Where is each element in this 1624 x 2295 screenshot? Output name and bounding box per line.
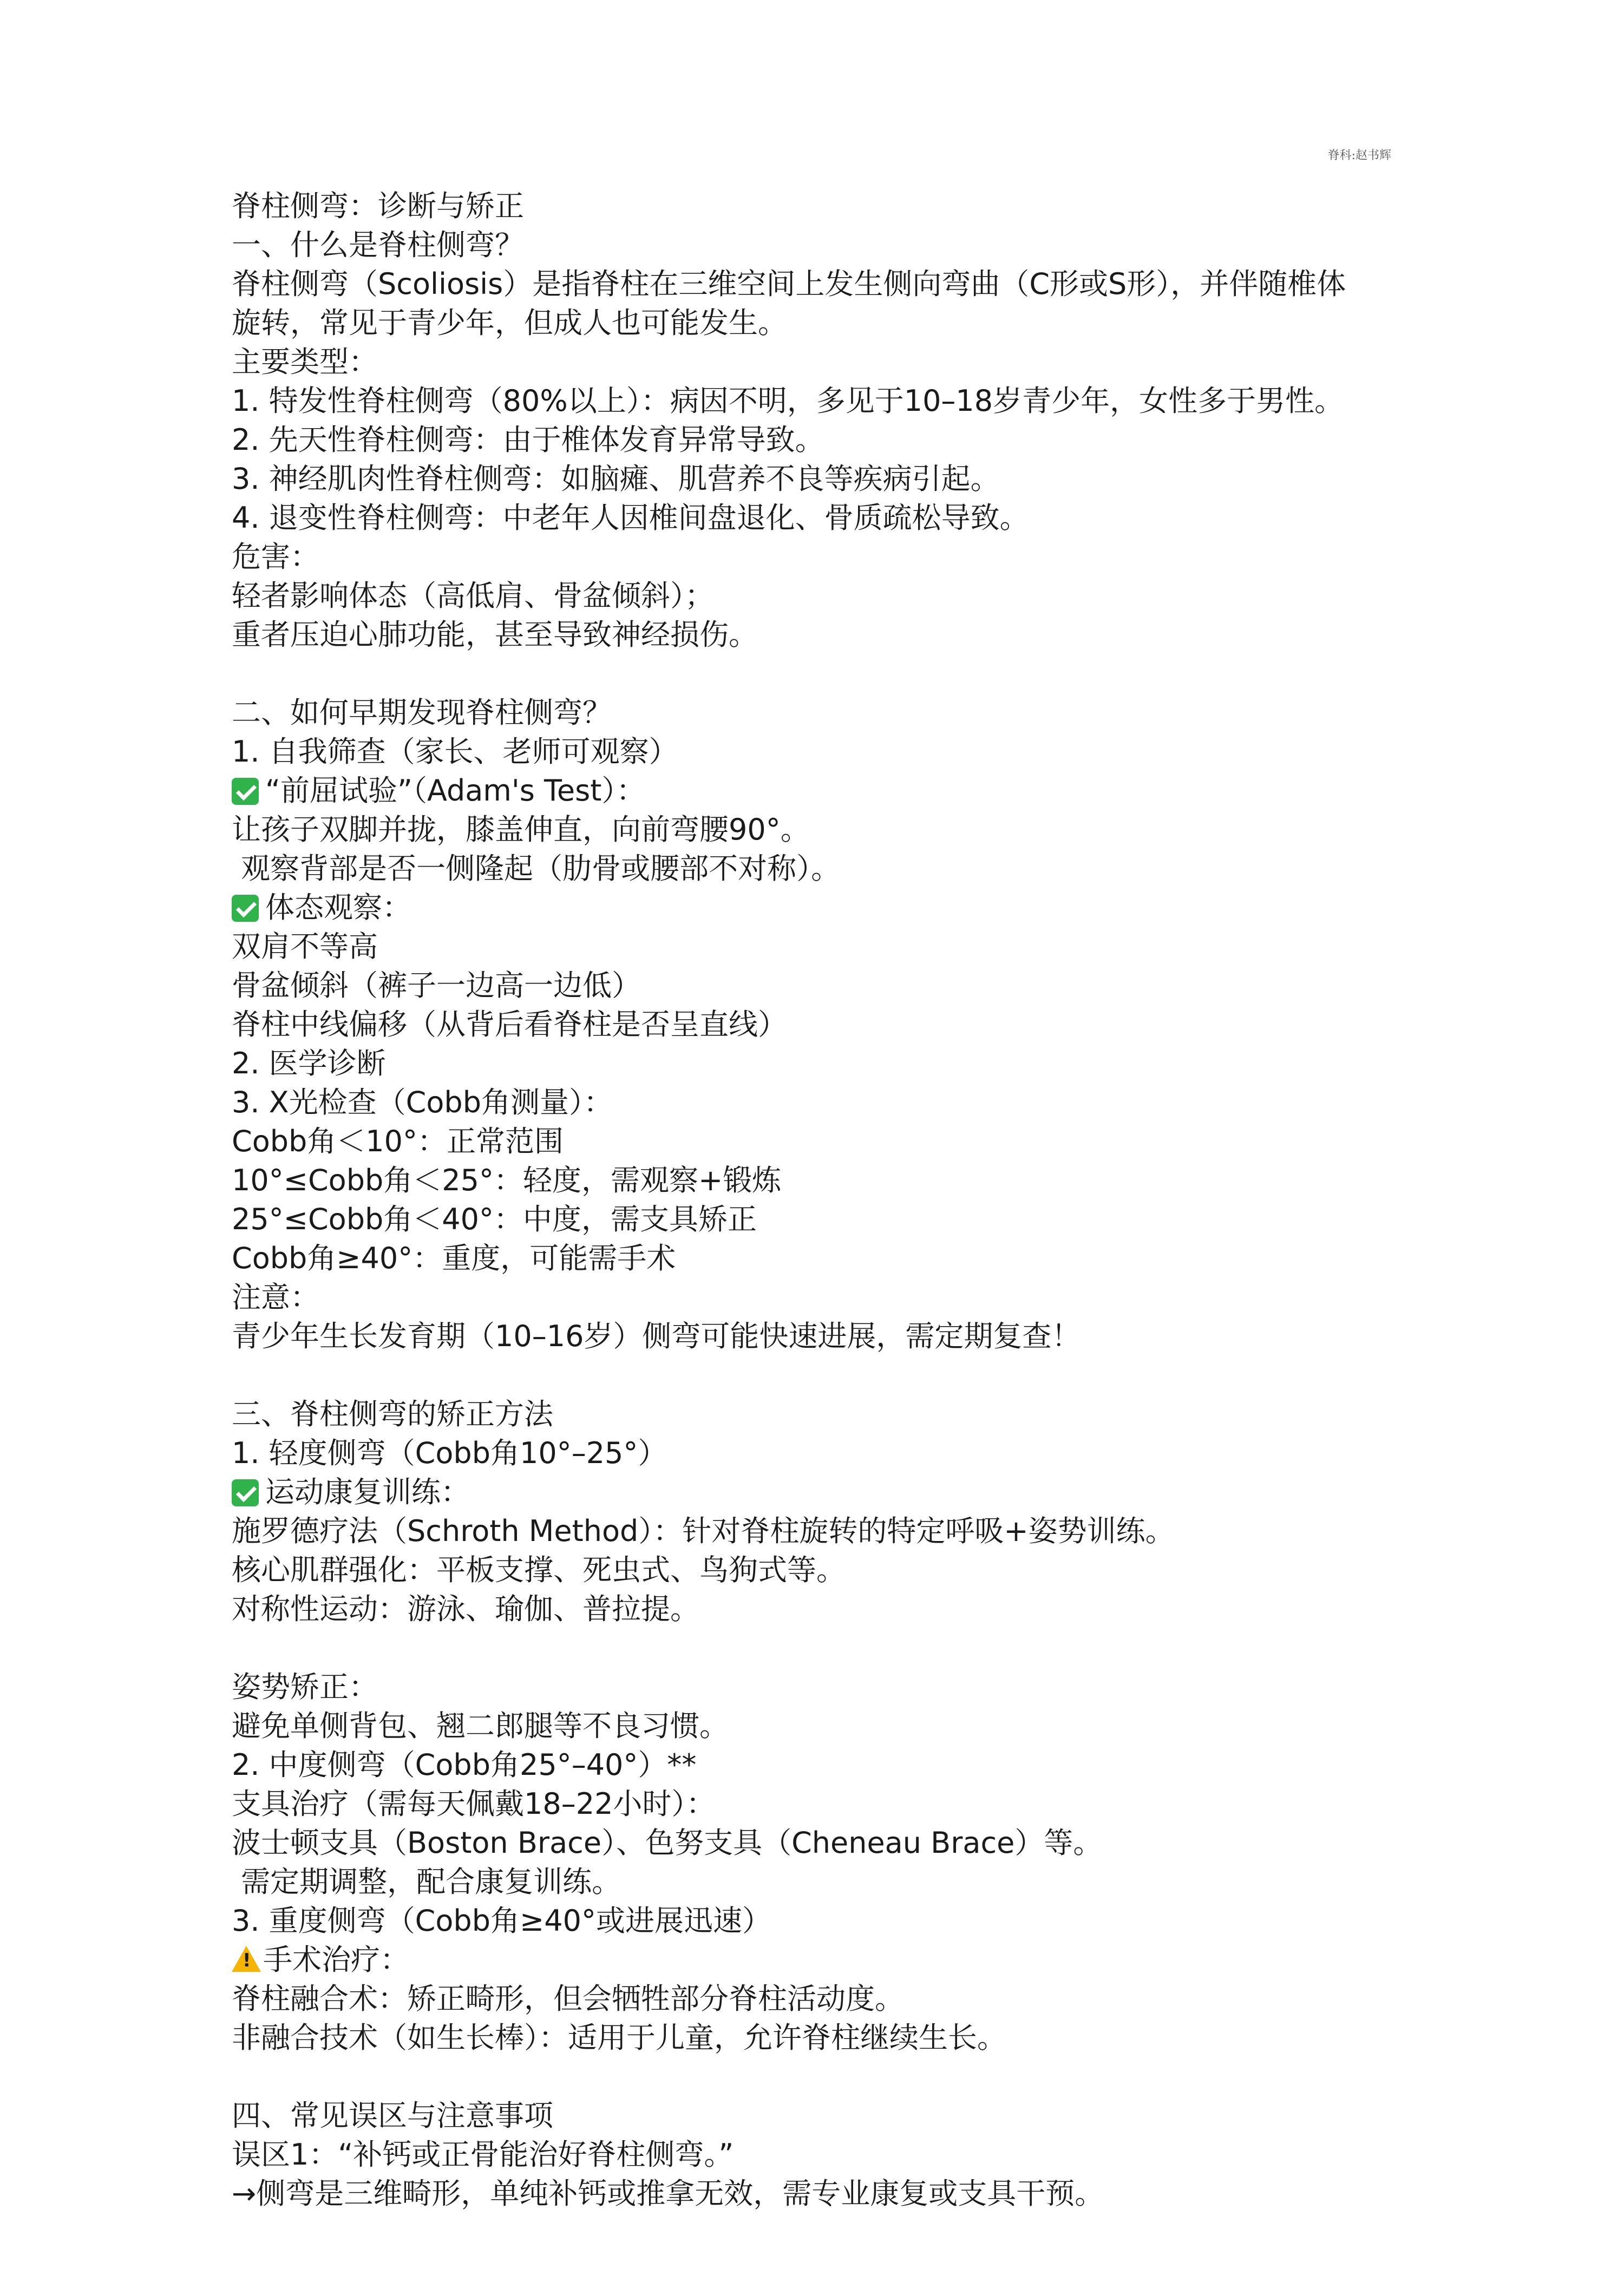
document-title: 脊柱侧弯：诊断与矫正 bbox=[232, 189, 524, 223]
paragraph-line: 10°≤Cobb角＜25°：轻度，需观察+锻炼 bbox=[232, 1163, 782, 1197]
paragraph-line: 核心肌群强化：平板支撑、死虫式、鸟狗式等。 bbox=[232, 1553, 846, 1587]
list-item: 2. 先天性脊柱侧弯：由于椎体发育异常导致。 bbox=[232, 423, 824, 457]
paragraph-line: 脊柱侧弯（Scoliosis）是指脊柱在三维空间上发生侧向弯曲（C形或S形），并伴随椎体 bbox=[232, 267, 1346, 301]
paragraph-line: 轻者影响体态（高低肩、骨盆倾斜）； bbox=[232, 579, 714, 613]
list-item: 1. 轻度侧弯（Cobb角10°–25°） bbox=[232, 1436, 667, 1470]
paragraph-line: →侧弯是三维畸形，单纯补钙或推拿无效，需专业康复或支具干预。 bbox=[232, 2176, 1104, 2211]
paragraph-line: 需定期调整，配合康复训练。 bbox=[232, 1865, 621, 1899]
spacer bbox=[232, 654, 1412, 693]
paragraph-line: 骨盆倾斜（裤子一边高一边低） bbox=[232, 968, 641, 1002]
harm-label: 危害： bbox=[232, 540, 319, 574]
check-mark-icon bbox=[232, 778, 259, 805]
paragraph-line: 脊柱融合术：矫正畸形，但会牺牲部分脊柱活动度。 bbox=[232, 1982, 904, 2016]
posture-correction-label: 姿势矫正： bbox=[232, 1670, 378, 1704]
note-label: 注意： bbox=[232, 1280, 319, 1314]
list-item: 1. 自我筛查（家长、老师可观察） bbox=[232, 735, 678, 769]
paragraph-line: Cobb角≥40°：重度，可能需手术 bbox=[232, 1241, 676, 1275]
posture-label: 体态观察： bbox=[265, 890, 411, 924]
paragraph-line: 对称性运动：游泳、瑜伽、普拉提。 bbox=[232, 1592, 699, 1626]
document-body bbox=[232, 187, 1412, 2213]
sport-rehab-label: 运动康复训练： bbox=[265, 1475, 470, 1509]
section-3-heading: 三、脊柱侧弯的矫正方法 bbox=[232, 1397, 553, 1431]
check-line bbox=[232, 888, 1412, 927]
spacer bbox=[232, 1356, 1412, 1395]
types-label: 主要类型： bbox=[232, 345, 378, 379]
surgery-label: 手术治疗： bbox=[263, 1943, 409, 1977]
check-mark-icon bbox=[232, 1479, 259, 1506]
paragraph-line: 青少年生长发育期（10–16岁）侧弯可能快速进展，需定期复查！ bbox=[232, 1319, 1081, 1353]
paragraph-line: 重者压迫心肺功能，甚至导致神经损伤。 bbox=[232, 618, 758, 652]
paragraph-line: 观察背部是否一侧隆起（肋骨或腰部不对称）。 bbox=[232, 851, 841, 886]
header-watermark: 脊科:赵书辉 bbox=[1327, 149, 1391, 162]
warning-icon bbox=[232, 1946, 261, 1972]
paragraph-line: 脊柱中线偏移（从背后看脊柱是否呈直线） bbox=[232, 1007, 787, 1041]
spacer bbox=[232, 1629, 1412, 1668]
paragraph-line: 非融合技术（如生长棒）：适用于儿童，允许脊柱继续生长。 bbox=[232, 2021, 1006, 2055]
check-mark-icon bbox=[232, 895, 259, 922]
paragraph-line: 施罗德疗法（Schroth Method）：针对脊柱旋转的特定呼吸+姿势训练。 bbox=[232, 1514, 1175, 1548]
list-item: 3. X光检查（Cobb角测量）： bbox=[232, 1085, 613, 1119]
paragraph-line: 旋转，常见于青少年，但成人也可能发生。 bbox=[232, 306, 787, 340]
paragraph-line: 支具治疗（需每天佩戴18–22小时）： bbox=[232, 1787, 716, 1821]
check-line bbox=[232, 1473, 1412, 1512]
check-line bbox=[232, 771, 1412, 810]
list-item: 3. 重度侧弯（Cobb角≥40°或进展迅速） bbox=[232, 1904, 771, 1938]
paragraph-line: 双肩不等高 bbox=[232, 929, 378, 963]
paragraph-line: Cobb角＜10°：正常范围 bbox=[232, 1124, 564, 1158]
section-4-heading: 四、常见误区与注意事项 bbox=[232, 2099, 553, 2133]
paragraph-line: 让孩子双脚并拢，膝盖伸直，向前弯腰90°。 bbox=[232, 812, 810, 847]
warning-line bbox=[232, 1940, 1412, 1979]
list-item: 1. 特发性脊柱侧弯（80%以上）：病因不明，多见于10–18岁青少年，女性多于男性。 bbox=[232, 384, 1344, 418]
list-item: 4. 退变性脊柱侧弯：中老年人因椎间盘退化、骨质疏松导致。 bbox=[232, 501, 1029, 535]
spacer bbox=[232, 2057, 1412, 2096]
paragraph-line: 25°≤Cobb角＜40°：中度，需支具矫正 bbox=[232, 1202, 757, 1236]
paragraph-line: 避免单侧背包、翘二郎腿等不良习惯。 bbox=[232, 1709, 729, 1743]
list-item: 2. 中度侧弯（Cobb角25°–40°）** bbox=[232, 1748, 697, 1782]
list-item: 3. 神经肌肉性脊柱侧弯：如脑瘫、肌营养不良等疾病引起。 bbox=[232, 462, 1000, 496]
section-2-heading: 二、如何早期发现脊柱侧弯？ bbox=[232, 696, 612, 730]
adam-test-label: “前屈试验”（Adam's Test）： bbox=[265, 773, 646, 808]
paragraph-line: 波士顿支具（Boston Brace）、色努支具（Cheneau Brace）等。 bbox=[232, 1826, 1103, 1860]
section-1-heading: 一、什么是脊柱侧弯？ bbox=[232, 228, 524, 262]
paragraph-line: 误区1：“补钙或正骨能治好脊柱侧弯。” bbox=[232, 2137, 734, 2172]
list-item: 2. 医学诊断 bbox=[232, 1046, 386, 1080]
